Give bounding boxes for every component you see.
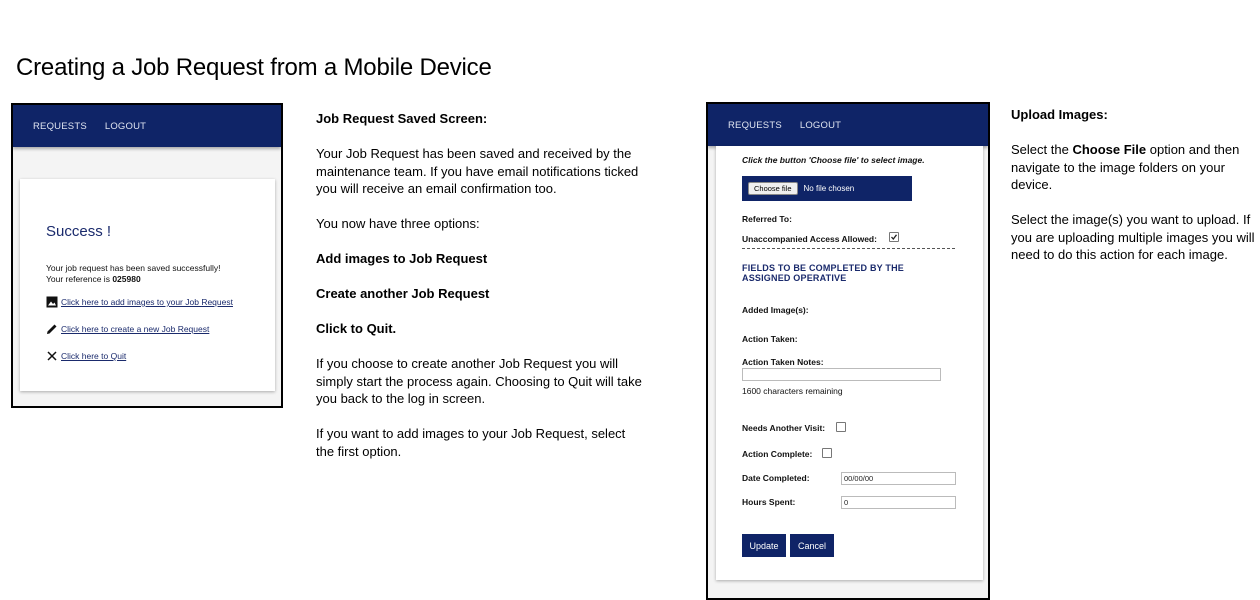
- nav-requests-link[interactable]: REQUESTS: [728, 119, 782, 131]
- success-message-text: Your job request has been saved successfully!: [46, 263, 221, 273]
- update-button[interactable]: Update: [742, 534, 786, 557]
- quit-option[interactable]: [46, 350, 126, 362]
- upload-images-para2: Select the image(s) you want to upload. If you are uploading multiple images you will need to do this action for each image.: [1011, 212, 1255, 262]
- saved-screen-para4: If you want to add images to your Job Request, select the first option.: [316, 426, 626, 459]
- job-request-form: [716, 146, 983, 580]
- saved-screen-para1: Your Job Request has been saved and received by the maintenance team. If you have email notifications ticked you will receive an email confirmation too.: [316, 146, 639, 196]
- upload-images-description: [1011, 106, 1256, 281]
- nav-requests-link[interactable]: REQUESTS: [33, 120, 87, 132]
- close-icon: [46, 350, 58, 362]
- saved-screen-para3: If you choose to create another Job Request you will simply start the process again. Choosing to Quit will take you back to the log in screen.: [316, 356, 642, 406]
- divider: [742, 248, 955, 249]
- needs-visit-checkbox[interactable]: [836, 422, 846, 432]
- file-status-text: No file chosen: [803, 184, 855, 193]
- hours-spent-label: Hours Spent:: [742, 497, 796, 507]
- action-complete-checkbox[interactable]: [822, 448, 832, 458]
- date-completed-input[interactable]: 00/00/00: [841, 472, 956, 485]
- option-create-request-text: Create another Job Request: [316, 286, 490, 301]
- success-message: [46, 263, 221, 285]
- add-images-option[interactable]: [46, 296, 233, 308]
- upload-para1-end: option and then navigate to the image folders on your device.: [1011, 142, 1240, 192]
- cancel-button[interactable]: Cancel: [790, 534, 834, 557]
- reference-number: 025980: [112, 274, 141, 284]
- saved-screen-description: [316, 110, 646, 478]
- page-title: Creating a Job Request from a Mobile Device: [16, 54, 492, 81]
- added-images-label: Added Image(s):: [742, 305, 809, 315]
- unaccompanied-checkbox[interactable]: [889, 232, 899, 242]
- upload-images-heading: Upload Images:: [1011, 107, 1108, 122]
- image-icon: [46, 296, 58, 308]
- date-completed-label: Date Completed:: [742, 473, 810, 483]
- action-complete-label: Action Complete:: [742, 449, 813, 459]
- reference-label: Your reference is: [46, 274, 113, 284]
- option-add-images-text: Add images to Job Request: [316, 251, 488, 266]
- success-title: Success !: [46, 223, 112, 240]
- unaccompanied-label: Unaccompanied Access Allowed:: [742, 234, 877, 244]
- navbar: [708, 104, 988, 146]
- new-request-link[interactable]: Click here to create a new Job Request: [61, 324, 210, 334]
- operative-section-heading: FIELDS TO BE COMPLETED BY THE ASSIGNED OPERATIVE: [742, 263, 904, 283]
- success-screen-mockup: [11, 103, 283, 408]
- upload-para1-start: Select the: [1011, 142, 1073, 157]
- referred-to-label: Referred To:: [742, 214, 792, 224]
- add-images-link[interactable]: Click here to add images to your Job Request: [61, 297, 233, 307]
- characters-remaining: 1600 characters remaining: [742, 386, 843, 396]
- upload-images-para1: [1011, 141, 1256, 194]
- upload-screen-mockup: [706, 102, 990, 600]
- success-card: [20, 179, 275, 391]
- choose-file-button[interactable]: Choose file: [748, 182, 798, 195]
- check-icon: [890, 233, 898, 241]
- navbar: [13, 105, 281, 147]
- new-request-option[interactable]: [46, 323, 209, 335]
- upload-instruction: Click the button 'Choose file' to select image.: [742, 155, 925, 165]
- nav-logout-link[interactable]: LOGOUT: [104, 120, 147, 132]
- action-notes-label: Action Taken Notes:: [742, 357, 824, 367]
- choose-file-emphasis: Choose File: [1072, 142, 1147, 157]
- pencil-icon: [46, 323, 58, 335]
- action-taken-label: Action Taken:: [742, 334, 798, 344]
- needs-visit-label: Needs Another Visit:: [742, 423, 826, 433]
- hours-spent-input[interactable]: 0: [841, 496, 956, 509]
- file-upload-field: [742, 176, 912, 201]
- saved-screen-para2: You now have three options:: [316, 216, 480, 231]
- option-quit-text: Click to Quit.: [316, 321, 397, 336]
- action-notes-input[interactable]: [742, 368, 941, 381]
- saved-screen-heading: Job Request Saved Screen:: [316, 111, 488, 126]
- nav-logout-link[interactable]: LOGOUT: [799, 119, 842, 131]
- quit-link[interactable]: Click here to Quit: [61, 351, 127, 361]
